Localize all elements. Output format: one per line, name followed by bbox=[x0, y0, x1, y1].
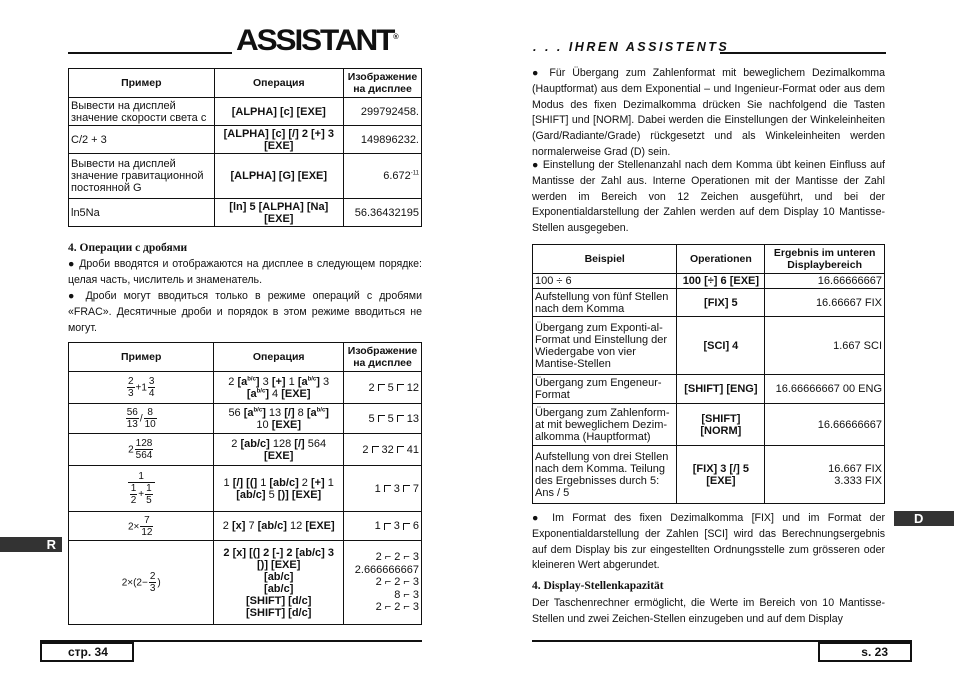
table-row: Übergang zum Zahlenform-at mit beweglichem Dezim-alkomma (Hauptformat) [SHIFT] [NORM] 16.66666667 bbox=[533, 404, 885, 446]
fraction-example: $\frac{56}{13}$ / $\frac{8}{10}$ bbox=[69, 404, 214, 434]
col-header-operation: Operationen bbox=[677, 245, 765, 274]
fraction-example: 2×(2− $\frac{2}{3}$ ) bbox=[69, 541, 214, 625]
table-row: 1 $\frac{1}{2}$ + $\frac{1}{5}$ 1 [/] [(] 1 [ab/c] 2 [+] 1 [ab/c] 5 [)] [EXE] 1 3 7 bbox=[69, 466, 422, 512]
header-rule bbox=[68, 52, 232, 54]
page-number: s. 23 bbox=[818, 642, 912, 662]
table-row: 100 ÷ 6 100 [÷] 6 [EXE] 16.66666667 bbox=[533, 274, 885, 289]
paragraph: ● Für Übergang zum Zahlenformat mit beweglichem Dezimalkomma (Hauptformat) aus dem Exponential – und Ingenieur-Format oder aus dem Modus des fixen Dezimalkomma drücken Sie nachfolgend die Tasten [SHIFT] und [NORM]. Dabei werden die Einstellungen der Winkeleinheiten (Gard/Radiante/Grade) rückgesetzt und als Winkeleinheiten werden normalerweise Grad (D) sein. bbox=[532, 67, 885, 158]
right-page bbox=[477, 0, 954, 696]
table-row: ln5Na [ln] 5 [ALPHA] [Na] [EXE] 56.36432195 bbox=[69, 199, 422, 227]
paragraph: Der Taschenrechner ermöglicht, die Werte im Bereich von 10 Mantisse-Stellen und zwei Zeichen-Stellen einzugeben und auf dem Display bbox=[532, 597, 885, 625]
col-header-result: Ergebnis im unteren Displaybereich bbox=[765, 245, 885, 274]
table-row: Übergang zum Engeneur-Format [SHIFT] [ENG] 16.66666667 00 ENG bbox=[533, 375, 885, 404]
page-number: стр. 34 bbox=[40, 642, 134, 662]
operations-table-1 bbox=[68, 68, 422, 227]
table-row: Aufstellung von fünf Stellen nach dem Komma [FIX] 5 16.66667 FIX bbox=[533, 289, 885, 317]
table-row: 2× $\frac{7}{12}$ 2 [x] 7 [ab/c] 12 [EXE] 1 3 6 bbox=[69, 512, 422, 541]
paragraph: ● Im Format des fixen Dezimalkomma [FIX] und im Format der Exponentialdarstellung der Zahlen [SCI] wird das Berechnungsergebnis auf dem Display bis zur eingestellten Ordnungsstelle zum grösseren oder kleineren Wert abgerundet. bbox=[532, 512, 885, 572]
fraction-example: 2× $\frac{7}{12}$ bbox=[69, 512, 214, 541]
col-header-operation: Операция bbox=[214, 343, 344, 372]
fraction-example: $\frac{2}{3}$ +1 $\frac{3}{4}$ bbox=[69, 372, 214, 404]
paragraph: ● Einstellung der Stellenanzahl nach dem Komma übt keinen Einfluss auf Mantisse der Zahl aus. Interne Operationen mit der Mantisse der Zahl werden im Bereich von 12 Zeichen ausgeführt, und bei der Exponentialdarstellung der Zahlen werden auf dem Display 10 Mantisse-Stellen ausgegeben. bbox=[532, 159, 885, 235]
table-row: Aufstellung von drei Stellen nach dem Komma. Teilung des Ergebnisses durch 5: Ans / 5 [FIX] 3 [/] 5 [EXE] 16.667 FIX 3.333 FIX bbox=[533, 446, 885, 504]
col-header-example: Пример bbox=[69, 69, 215, 98]
brand-logo: ASSISTANT® bbox=[236, 24, 399, 57]
header-title: . . . IHREN ASSISTENTS bbox=[533, 40, 730, 54]
table-row: 2 $\frac{128}{564}$ 2 [ab/c] 128 [/] 564 [EXE] 2 32 41 bbox=[69, 434, 422, 466]
table-row: C/2 + 3 [ALPHA] [c] [/] 2 [+] 3 [EXE] 149896232. bbox=[69, 126, 422, 154]
header-rule bbox=[720, 52, 886, 54]
table-row: Вывести на дисплей значение скорости света с [ALPHA] [c] [EXE] 299792458. bbox=[69, 98, 422, 126]
fractions-table bbox=[68, 342, 422, 625]
fraction-example: 1 $\frac{1}{2}$ + $\frac{1}{5}$ bbox=[69, 466, 214, 512]
paragraph: ● Дроби могут вводиться только в режиме операций с дробями «FRAC». Десятичные дроби и порядок в этом режиме вводиться не могут. bbox=[68, 290, 422, 334]
paragraph: ● Дроби вводятся и отображаются на дисплее в следующем порядке: целая часть, числитель и знаменатель. bbox=[68, 258, 422, 286]
table-row: $\frac{56}{13}$ / $\frac{8}{10}$ 56 $[a^{b/c}]$ 13 [/] 8 $[a^{b/c}]$ 10 [EXE] 5 5 13 bbox=[69, 404, 422, 434]
format-table bbox=[532, 244, 885, 504]
col-header-display: Изображение на дисплее bbox=[344, 69, 422, 98]
col-header-example: Пример bbox=[69, 343, 214, 372]
table-row: 2×(2− $\frac{2}{3}$ ) 2 [x] [(] 2 [-] 2 [ab/c] 3 [)] [EXE] [ab/c] [ab/c] [SHIFT] [d/c] [SHIFT] [d/c] 2 ⌐ 2 ⌐ 3 2.666666667 2 ⌐ 2 ⌐ 3 8 ⌐ 3 2 ⌐ 2 ⌐ 3 bbox=[69, 541, 422, 625]
section-title: 4. Операции с дробями bbox=[68, 242, 188, 254]
fraction-example: 2 $\frac{128}{564}$ bbox=[69, 434, 214, 466]
language-tab-d: D bbox=[894, 511, 954, 526]
col-header-operation: Операция bbox=[214, 69, 343, 98]
table-row: Übergang zum Exponti-al-Format und Einstellung der Wiedergabe von vier Mantise-Stellen [SCI] 4 1.667 SCI bbox=[533, 317, 885, 375]
language-tab-r: R bbox=[0, 537, 62, 552]
table-row: Вывести на дисплей значение гравитационной постоянной G [ALPHA] [G] [EXE] $6.672^{-11}$ bbox=[69, 154, 422, 199]
table-row: $\frac{2}{3}$ +1 $\frac{3}{4}$ 2 $[a^{b/c}]$ 3 [+] 1 $[a^{b/c}]$ 3 $[a^{b/c}]$ 4 [EXE] 2 5 12 bbox=[69, 372, 422, 404]
col-header-display: Изображение на дисплее bbox=[344, 343, 422, 372]
section-title: 4. Display-Stellenkapazität bbox=[532, 580, 664, 592]
col-header-example: Beispiel bbox=[533, 245, 677, 274]
